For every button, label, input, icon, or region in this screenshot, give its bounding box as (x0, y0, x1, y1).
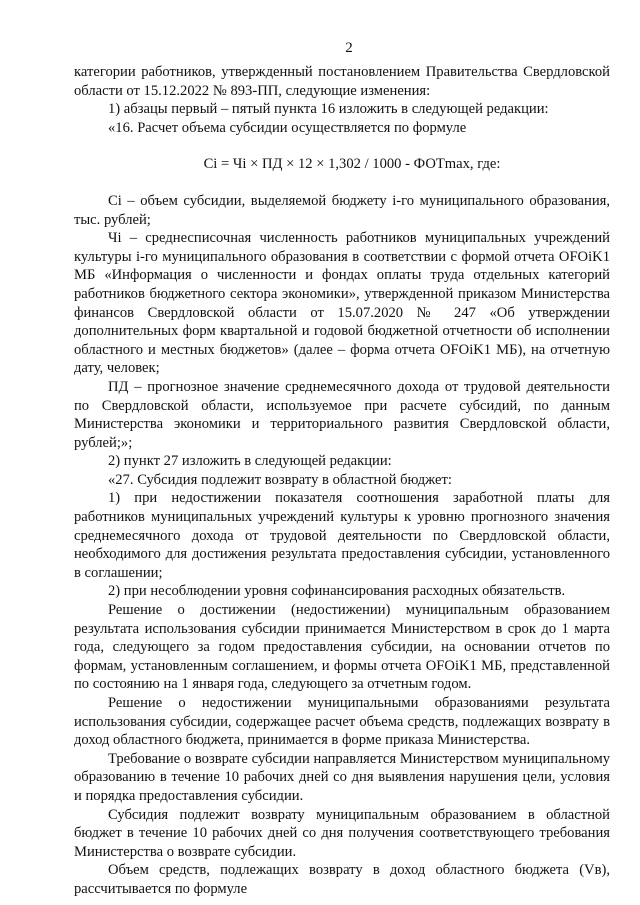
paragraph: Ci – объем субсидии, выделяемой бюджету i-го муниципального образования, тыс. рублей; (74, 192, 610, 228)
paragraph: 2) при несоблюдении уровня софинансирования расходных обязательств. (108, 583, 566, 600)
paragraph: Решение о достижении (недостижении) муниципальным образованием результата использования субсидии принимается Министерством в срок до 1 марта года, следующего за годом предоставления субсидии, на основании отчетов по формам, установленным соглашением, и формы отчета ОFOiK1 МБ, представленной по состоянию на 1 января года, следующего за отчетным годом. (74, 602, 610, 693)
paragraph: 1) абзацы первый – пятый пункта 16 изложить в следующей редакции: (108, 101, 549, 118)
paragraph: ПД – прогнозное значение среднемесячного дохода от трудовой деятельности по Свердловской области, используемое при расчете субсидий, по данным Министерства экономики и территориального развития Свердловской области, рублей;»; (74, 378, 610, 451)
paragraph: Объем средств, подлежащих возврату в доход областного бюджета (Vв), рассчитывается по формуле (74, 862, 610, 897)
subsidy-formula: Ci = Чi × ПД × 12 × 1,302 / 1000 - ФОТmax, где: (203, 156, 501, 173)
intro-block (74, 63, 610, 137)
paragraph: Решение о недостижении муниципальными образованиями результата использования субсидии, содержащее расчет объема средств, подлежащих возврату в доход областного бюджета, принимается в форме приказа Министерства. (74, 695, 610, 749)
paragraph: Чi – среднесписочная численность работников муниципальных учреждений культуры i-го муниципального образования в соответствии с формой отчета ОFOiK1 МБ «Информация о численности и фондах оплаты труда отдельных категорий работников бюджетного сектора экономики», утвержденной приказом Министерства финансов Свердловской области от 15.07.2020 № 247 «Об утверждении дополнительных форм квартальной и годовой бюджетной отчетности об исполнении областного и местных бюджетов» (далее – форма отчета ОFOiK1 МБ), на отчетную дату, человек; (74, 230, 610, 377)
definitions-block (74, 192, 610, 899)
paragraph: Требование о возврате субсидии направляется Министерством муниципальному образованию в течение 10 рабочих дней со дня выявления нарушения цели, условия и порядка предоставления субсидии. (74, 750, 610, 804)
paragraph: «27. Субсидия подлежит возврату в областной бюджет: (108, 471, 452, 488)
paragraph: категории работников, утвержденный постановлением Правительства Свердловской области от 15.12.2022 № 893-ПП, следующие изменения: (74, 64, 610, 99)
paragraph: 2) пункт 27 изложить в следующей редакции: (108, 453, 392, 470)
paragraph: Субсидия подлежит возврату муниципальным образованием в областной бюджет в течение 10 рабочих дней со дня получения соответствующего требования Министерства о возврате субсидии. (74, 806, 610, 860)
paragraph: 1) при недостижении показателя соотношения заработной платы для работников муниципальных учреждений культуры к уровню прогнозного значения среднемесячного дохода от трудовой деятельности по Свердловской области, необходимого для достижения результата предоставления субсидии, установленного в соглашении; (74, 490, 610, 581)
paragraph: «16. Расчет объема субсидии осуществляется по формуле (108, 119, 467, 136)
page-number: 2 (345, 40, 353, 56)
